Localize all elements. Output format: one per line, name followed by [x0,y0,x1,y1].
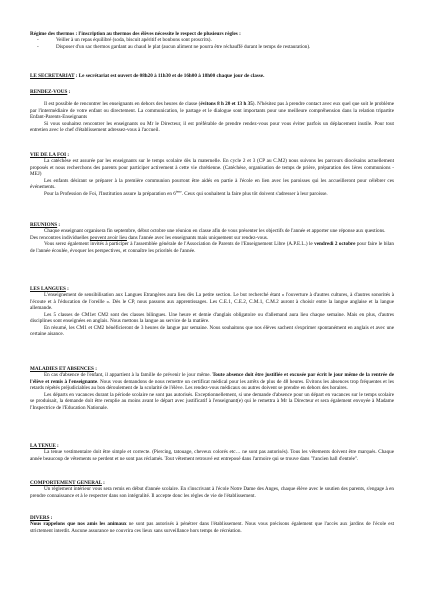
thermos-list [30,37,394,50]
section-rendezvous: RENDEZ-VOUS : Il est possible de rencontrer les enseignants en dehors des heures de classe (évitons 8 h 20 et 13 h 35). N'hésitez pas à prendre contact avec eux quel que soit le problème par l'intermédiaire de votre enfant ou directement. La communication, le partage et le dialogue sont importants pour une meilleure compréhension dans la relation tripartite Enfant-Parents-Enseignants Si vous souhaitez rencontrer les enseignants ou Mr le Directeur, il est préférable de prendre rendez-vous pour vous éviter parfois un déplacement inutile. Pour tout entretien avec le chef d'établissement adressez-vous à l'accueil. [30,89,394,134]
langues-heading: LES LANGUES [30,286,66,292]
langues-paragraph-1: L'enseignement de sensibilisation aux Langues Etrangères aura lieu dès La petite section. Le but recherché étant « l'ouverture à d'autres cultures, à d'autres sonorités à l'écoute et à l'éducation de l'oreille ». Dès le CP, nous passons aux apprentissages. Les C.E.1, C.E.2, C.M.1, C.M.2 auront à choisir entre la langue anglaise et la langue allemande. [30,292,394,312]
tenue-paragraph-1: La tenue vestimentaire doit être simple et correcte. (Piercing, tatouage, cheveux colorés etc… ne sont pas autorisés). Tous les vêtements doivent être marqués. Chaque année beaucoup de vêtements se perdent et ne sont pas réclamés. Tout vêtement retrouvé est entreposé dans l'armoire qui se trouve dans "l'ancien hall d'entrée". [30,449,394,462]
rendezvous-heading: RENDEZ-VOUS [30,89,68,95]
thermos-title: Régime des thermos : l'inscription au thermos des élèves nécessite le respect de plusieurs règles : [30,31,241,37]
rendezvous-paragraph-1: Il est possible de rencontrer les enseignants en dehors des heures de classe (évitons 8 h 20 et 13 h 35). N'hésitez pas à prendre contact avec eux quel que soit le problème par l'intermédiaire de votre enfant ou directement. La communication, le partage et le dialogue sont importants pour une meilleure compréhension dans la relation tripartite Enfant-Parents-Enseignants [30,101,394,121]
section-secretariat [30,73,394,79]
reunions-paragraph-2: Des rencontres individuelles peuvent avoir lieu dans l'année avec les enseignants mais uniquement sur rendez-vous. [30,234,269,241]
comportement-paragraph-1: Un règlement intérieur vous sera remis en début d'année scolaire. En s'inscrivant à l'école Notre Dame des Anges, chaque élève avec le soutien des parents, s'engage à en prendre connaissance et à le respecter dans son intégralité. Il accepte donc les règles de vie de l'établissement. [30,486,394,499]
langues-paragraph-2: Les 5 classes de CM1et CM2 sont des classes bilingues. Une heure et demie d'anglais obligatoire ou d'allemand aura lieu chaque semaine. Mais en plus, d'autres disciplines sont enseignées en anglais. Nous mettons la langue au service de la matière. [30,311,394,325]
langues-paragraph-3: En résumé, les CM1 et CM2 bénéficieront de 3 heures de langue par semaine. Nous souhaitons que nos élèves sachent s'exprimer spontanément en anglais et avec une certaine aisance. [30,324,394,338]
section-comportement: COMPORTEMENT GENERAL : Un règlement intérieur vous sera remis en début d'année scolaire. En s'inscrivant à l'école Notre Dame des Anges, chaque élève avec le soutien des parents, s'engage à en prendre connaissance et à le respecter dans son intégralité. Il accepte donc les règles de vie de l'établissement. [30,480,394,499]
maladies-paragraph-2: Les départs en vacances durant la période scolaire ne sont pas autorisés. Exceptionnellement, si une demande d'absence pour un départ en vacances sur le temps scolaire se produisait, la demande doit être remplie au moins avant le départ avec justificatif à l'enseignant(e) qui le remettra à Mr la Directeur et sera également envoyée à Madame l'Inspectrice de l'Education Nationale. [30,391,394,411]
reunions-paragraph-1: Chaque enseignant organisera fin septembre, début octobre une réunion en classe afin de vous présenter les objectifs de l'année et apporter une réponse aux questions. [44,228,386,235]
section-tenue: LA TENUE : La tenue vestimentaire doit être simple et correcte. (Piercing, tatouage, cheveux colorés etc… ne sont pas autorisés). Tous les vêtements doivent être marqués. Chaque année beaucoup de vêtements se perdent et ne sont pas réclamés. Tout vêtement retrouvé est entreposé dans l'armoire qui se trouve dans "l'ancien hall d'entrée". [30,443,394,462]
section-langues: LES LANGUES : L'enseignement de sensibilisation aux Langues Etrangères aura lieu dès La petite section. Le but recherché étant « l'ouverture à d'autres cultures, à d'autres sonorités à l'écoute et à l'éducation de l'oreille ». Dès le CP, nous passons aux apprentissages. Les C.E.1, C.E.2, C.M.1, C.M.2 auront à choisir entre la langue anglaise et la langue allemande. Les 5 classes de CM1et CM2 sont des classes bilingues. Une heure et demie d'anglais obligatoire ou d'allemand aura lieu chaque semaine. Mais en plus, d'autres disciplines sont enseignées en anglais. Nous mettons la langue au service de la matière. En résumé, les CM1 et CM2 bénéficieront de 3 heures de langue par semaine. Nous souhaitons que nos élèves sachent s'exprimer spontanément en anglais et avec une certaine aisance. [30,286,394,338]
secretariat-text: : Le secrétariat est ouvert de 08h20 à 11h30 et de 16h00 à 18h00 chaque jour de classe. [74,73,265,79]
rendezvous-paragraph-2: Si vous souhaitez rencontrer les enseignants ou Mr le Directeur, il est préférable de prendre rendez-vous pour vous éviter parfois un déplacement inutile. Pour tout entretien avec le chef d'établissement adressez-vous à l'accueil. [30,120,394,134]
section-reunions: REUNIONS : Chaque enseignant organisera fin septembre, début octobre une réunion en classe afin de vous présenter les objectifs de l'année et apporter une réponse aux questions. Des rencontres individuelles peuvent avoir lieu dans l'année avec les enseignants mais uniquement sur rendez-vous. Vous serez également invités à participer à l'assemblée générale de l'Association de Parents de l'Enseignement Libre (A.P.E.L.) le vendredi 2 octobre pour faire le bilan de l'année écoulée, évoquer les perspectives, et connaître les priorités de l'année. [30,222,394,254]
list-item: - Disposer d'un sac thermos gardant au chaud le plat (aucun aliment ne pourra être réchauffé durant le temps de restauration). [37,43,311,50]
reunions-heading: REUNIONS [30,222,58,228]
maladies-heading: MALADIES ET ABSENCES [30,366,94,372]
maladies-paragraph-1: En cas d'absence de l'enfant, il appartient à la famille de prévenir le jour même. Toute absence doit être justifiée et excusée par écrit le jour même de la rentrée de l'élève et remis à l'enseignante. Nous vous demandons de nous remettre un certificat médical pour les arrêts de plus de 48 heures. Evitons les absences trop fréquentes et les retards répétés préjudiciables au bon déroulement de la scolarité de l'élève. Les rendez-vous médicaux ou autres doivent se prendre en dehors des horaires. [30,372,394,392]
section-maladies: MALADIES ET ABSENCES : En cas d'absence de l'enfant, il appartient à la famille de prévenir le jour même. Toute absence doit être justifiée et excusée par écrit le jour même de la rentrée de l'élève et remis à l'enseignante. Nous vous demandons de nous remettre un certificat médical pour les arrêts de plus de 48 heures. Evitons les absences trop fréquentes et les retards répétés préjudiciables au bon déroulement de la scolarité de l'élève. Les rendez-vous médicaux ou autres doivent se prendre en dehors des horaires. Les départs en vacances durant la période scolaire ne sont pas autorisés. Exceptionnellement, si une demande d'absence pour un départ en vacances sur le temps scolaire se produisait, la demande doit être remplie au moins avant le départ avec justificatif à l'enseignant(e) qui le remettra à Mr la Directeur et sera également envoyée à Madame l'Inspectrice de l'Education Nationale. [30,366,394,411]
list-item: - Veiller à un repas équilibré (soda, biscuit apéritif et bonbons sont proscrits). [37,37,212,44]
section-divers: DIVERS : Nous rappelons que nos amis les animaux ne sont pas autorisés à pénétrer dans l'établissement. Nous vous précisons également que l'accès aux jardins de l'école est strictement interdit. Aucune assurance ne couvrira ces lieux sans surveillance hors temps de récréation. [30,515,395,534]
section-thermos [30,31,394,50]
comportement-heading: COMPORTEMENT GENERAL [30,480,102,486]
divers-paragraph-1: Nous rappelons que nos amis les animaux ne sont pas autorisés à pénétrer dans l'établissement. Nous vous précisons également que l'accès aux jardins de l'école est strictement interdit. Aucune assurance ne couvrira ces lieux sans surveillance hors temps de récréation. [30,521,395,534]
reunions-paragraph-3: Vous serez également invités à participer à l'assemblée générale de l'Association de Parents de l'Enseignement Libre (A.P.E.L.) le vendredi 2 octobre pour faire le bilan de l'année écoulée, évoquer les perspectives, et connaître les priorités de l'année. [30,241,394,254]
foi-heading: VIE DE LA FOI [30,152,67,158]
foi-paragraph-3: Pour la Profession de Foi, l'Institution assure la préparation en 6ème. Ceux qui souhaitent la faire plus tôt doivent s'adresser à leur paroisse. [44,189,328,197]
divers-heading: DIVERS [30,515,50,521]
foi-paragraph-2: Les enfants désirant se préparer à la première communion pourront être aidés en partie à l'école en lien avec les paroisses qui les accueilleront pour célébrer ces événements. [30,177,394,191]
tenue-heading: LA TENUE [30,443,56,449]
foi-paragraph-1: La catéchèse est assurée par les enseignants sur le temps scolaire dès la maternelle. En cycle 2 et 3 (CP au C.M2) nous suivons les parcours diocésains actuellement proposés et nous recherchons des parents pour participer activement à cette vie chrétienne. (Catéchèse, organisation de temps de prière, préparation des 1ères communions - MEJ) [30,158,394,178]
section-foi: VIE DE LA FOI : La catéchèse est assurée par les enseignants sur le temps scolaire dès la maternelle. En cycle 2 et 3 (CP au C.M2) nous suivons les parcours diocésains actuellement proposés et nous recherchons des parents pour participer activement à cette vie chrétienne. (Catéchèse, organisation de temps de prière, préparation des 1ères communions - MEJ) Les enfants désirant se préparer à la première communion pourront être aidés en partie à l'école en lien avec les paroisses qui les accueilleront pour célébrer ces événements. Pour la Profession de Foi, l'Institution assure la préparation en 6ème. Ceux qui souhaitent la faire plus tôt doivent s'adresser à leur paroisse. [30,152,394,197]
secretariat-heading: LE SECRETARIAT [30,73,75,79]
